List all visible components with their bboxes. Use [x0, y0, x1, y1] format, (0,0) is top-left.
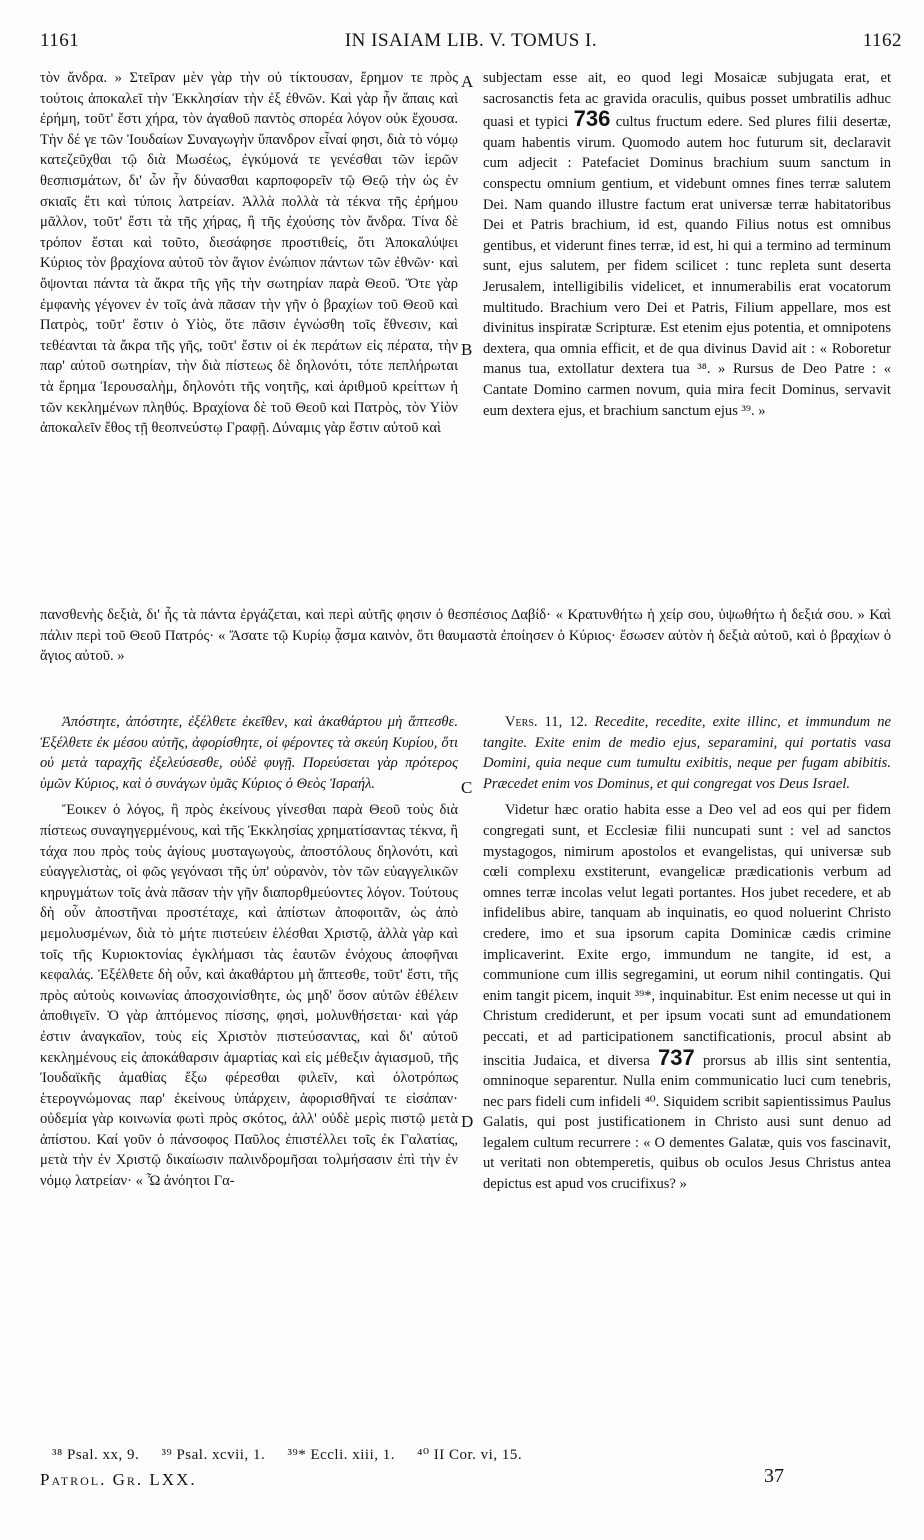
column-marker-b: B: [461, 340, 473, 359]
latin-column-bottom: [483, 712, 891, 1195]
running-title: IN ISAIAM LIB. V. TOMUS I.: [344, 30, 598, 51]
verse-label: Vers. 11, 12.: [505, 714, 588, 730]
latin-commentary: [483, 800, 891, 1194]
greek-paragraph-top: τὸν ἄνδρα. » Στεῖραν μὲν γὰρ τὴν οὐ τίκτουσαν, ἔρημον τε πρὸς τούτοις ἀποκαλεῖ τὴν Ἐκκλησίαν τὴν ἐξ ἐθνῶν. Καὶ γὰρ ἦν ἅπαις καὶ ἐρήμη, τοῦτ' ἔστι χήρα, τὸν ἀγαθοῦ παντὸς σπορέα λόγον οὐκ ἔχουσα. Τὴν δέ γε τῶν Ἰουδαίων Συναγωγὴν ὕπανδρον εἶναί φησι, διὰ τὸ νόμῳ κατεζεῦχθαι τῷ διὰ Μωσέως, ἐγκύμονά τε γενέσθαι τῶν ἱερῶν θεσπισμάτων, δι' ὧν ἦν δύνασθαι καρποφορεῖν τῷ Θεῷ τὴν ὡς ἐν σκιαῖς ἔτι καὶ τύποις λατρείαν. Ἀλλὰ πολλὰ τὰ τέκνα τῆς ἐρήμου μᾶλλον, τοῦτ' ἔστι τὰ τῆς χήρας, ἢ τῆς ἐχούσης τὸν ἄνδρα. Τίνα δὲ τρόπον ἔσται καὶ τοῦτο, διεσάφησε προστιθείς, ὅτι Ἀποκαλύψει Κύριος τὸν βραχίονα αὐτοῦ τὸν ἅγιον ἐνώπιον πάντων τῶν ἐθνῶν· καὶ ὄψονται πάντα τὰ ἄκρα τῆς γῆς τὴν σωτηρίαν παρὰ Θεοῦ. Ὅτε γὰρ ἐμφανὴς γέγονεν ἐν τοῖς ἀνὰ πᾶσαν τὴν γῆν ὁ βραχίων τοῦ Θεοῦ καὶ Πατρὸς, τοῦτ' ἔστιν ὁ Υἱὸς, ὅτε πᾶσιν ἐγνώσθη τοῖς ἔθνεσιν, καὶ τεθέανται τὰ ἄκρα τῆς γῆς, τοῦτ' ἔστιν οἱ ἐκ περάτων εἰς πέρατα, τὴν παρ' αὐτοῦ σωτηρίαν, τὴν διὰ πίστεως δὲ δηλονότι, τότε πεπλήρωται τὰ ἔρημα Ἱερουσαλὴμ, δηλονότι τῆς νοητῆς, καὶ ἀριθμοῦ κρείττων ἡ τῶν κεκλημένων πληθύς. Βραχίονα δὲ τοῦ Θεοῦ καὶ Πατρὸς, τὸν Υἱὸν ἀποκαλεῖν ἔθος τῇ θεοπνεύστῳ Γραφῇ. Δύναμις γὰρ ἔστιν αὐτοῦ καὶ: [40, 70, 458, 437]
page-number-right: 1162: [862, 30, 902, 51]
column-marker-d: D: [461, 1112, 474, 1131]
footnotes: [52, 1445, 540, 1464]
greek-column-top: [40, 68, 458, 439]
footnote: ³⁸ Psal. xx, 9.: [52, 1447, 140, 1463]
latin-column-top: [483, 68, 891, 421]
latin-paragraph-top: [483, 68, 891, 421]
footnote: ³⁹* Eccli. xiii, 1.: [287, 1447, 396, 1463]
latin-commentary-b: prorsus ab illis sint sententia, omninoque separentur. Nulla enim communicatio luci cum tenebris, nec pars fideli cum infideli ⁴⁰. Siquidem scribit sapientissimus Paulus Galatis, qui post justificationem in Christo ausi sunt denuo ad legalem cultum recurrere : « O dementes Galatæ, quis vos fascinavit, ut veritati non obtemperetis, quibus ob oculos Jesus Christus antea depictus est apud vos crucifixus? »: [483, 1052, 891, 1193]
latin-text-top-b: cultus fructum edere. Sed plures filii desertæ, quam habentis virum. Quomodo autem hoc futurum sit, declaravit cum adjecit : Patefaciet Dominus brachium suum sanctum in conspectu omnium gentium, et videbunt omnes fines terræ salutem Dei. Nam quando illustre factum erat universæ terræ habitatoribus Dei et Patris brachium, id est, quando Filius notus est omnibus gentibus, et viderunt fines terræ, id est, hi qui a termino ad terminum sunt, ejus salutem, per fidem scilicet : tunc repleta sunt deserta Jerusalem, intelligibilis videlicet, et innumerabilis erat vocatorum multitudo. Brachium vero Dei et Patris, Filium appellare, mos est divinitus inspiratæ Scripturæ. Est etenim ejus potentia, et omnipotens dextera, qua omnia efficit, et de qua divinus David ait : « Roboretur manus tua, extollatur dextera tua ³⁸. » Rursus de Deo Patre : « Cantate Domino carmen novum, quia mira fecit Dominus, servavit eum dextera ejus, et brachium sanctum ejus ³⁹. »: [483, 114, 891, 419]
edition-page-number-736: 736: [573, 106, 611, 132]
column-marker-a: A: [461, 72, 474, 91]
page-number-left: 1161: [40, 30, 80, 51]
latin-lemma-text: Recedite, recedite, exite illinc, et immundum ne tangite. Exite enim de medio ejus, separamini, qui portatis vasa Domini, quia neque cum tumultu exibitis, neque per fugam abibitis. Præcedet enim vos Dominus, et qui congregat vos Deus Israel.: [483, 714, 891, 792]
latin-lemma: [483, 712, 891, 794]
signature-number: 37: [764, 1465, 784, 1487]
latin-commentary-a: Videtur hæc oratio habita esse a Deo vel ad eos qui per fidem congregati sunt, et Ecclesiæ filii nuncupati sunt : vel ad sanctos mystagogos, nimirum apostolos et evangelistas, qui universæ sub cœli complexu exstiterunt, evangelicæ prædicationis verbum ad omnes terræ incolas velut legati portantes. Hos jubet recedere, et ab infidelibus abire, tanquam ab inquinatis, eo quod noluerint Christo credere, imo et sua ipsorum capita Dominicæ cædis crimine implicaverint. Exite ergo, immundum ne tangite, id est, a communione cum illis segregamini, ut eorum nihil contingatis. Qui enim tangit picem, inquit ³⁹*, inquinabitur. Est enim necesse ut qui in Christum crediderunt, et per ipsum vocati sunt ad emundationem peccati, et ad participationem sanctificationis, procul absint ab inscitia Judaica, et diversa: [483, 802, 891, 1069]
greek-lemma: Ἀπόστητε, ἀπόστητε, ἐξέλθετε ἐκεῖθεν, καὶ ἀκαθάρτου μὴ ἅπτεσθε. Ἐξέλθετε ἐκ μέσου αὐτῆς, ἀφορίσθητε, οἱ φέροντες τὰ σκεύη Κυρίου, ὅτι οὐ μετὰ ταραχῆς ἐξελεύσεσθε, οὐδὲ φυγῇ. Πορεύσεται γὰρ πρότερος ὑμῶν Κύριος, καὶ ὁ συνάγων ὑμᾶς Κύριος ὁ Θεὸς Ἰσραήλ.: [40, 714, 458, 792]
greek-wide-text: πανσθενὴς δεξιὰ, δι' ἧς τὰ πάντα ἐργάζεται, καὶ περὶ αὐτῆς φησιν ὁ θεσπέσιος Δαβίδ· « Κρατυνθήτω ἡ χείρ σου, ὑψωθήτω ἡ δεξιά σου. » Καὶ πάλιν περὶ τοῦ Θεοῦ Πατρός· « Ἄσατε τῷ Κυρίῳ ᾆσμα καινὸν, ὅτι θαυμαστὰ ἐποίησεν ὁ Κύριος· ἔσωσεν αὐτὸν ἡ δεξιὰ αὐτοῦ, καὶ ὁ βραχίων ὁ ἅγιος αὐτοῦ. »: [40, 607, 891, 665]
footnote: ⁴⁰ II Cor. vi, 15.: [417, 1447, 523, 1463]
volume-signature: Patrol. Gr. LXX.: [40, 1470, 197, 1489]
edition-page-number-737: 737: [658, 1044, 695, 1070]
footnote: ³⁹ Psal. xcvii, 1.: [161, 1447, 266, 1463]
greek-commentary: Ἔοικεν ὁ λόγος, ἢ πρὸς ἐκείνους γίνεσθαι παρὰ Θεοῦ τοὺς διὰ πίστεως συναγηγερμένους, καὶ τῆς Ἐκκλησίας χρηματίσαντας τέκνα, ἢ τάχα που πρὸς τοὺς ἁγίους μυσταγωγοὺς, ἀποστόλους δηλονότι, καὶ εὐαγγελιστὰς, οἱ φῶς γεγόνασι τῆς ὑπ' οὐρανὸν, τὸν τῶν εὐαγγελικῶν κηρυγμάτων τοῖς ἀνὰ πᾶσαν τὴν γῆν διαπορθμεύοντες λόγον. Τούτους δὴ οὖν ἀποστῆναι προστέταχε, καὶ ἀπίστων ἀποφοιτᾶν, ὡς ἀπὸ μεμολυσμένων, διὰ τὸ μήτε πιστεύειν ἑλέσθαι Χριστῷ, ἀλλὰ γὰρ καὶ τοῖς τῆς Κυριοκτονίας ἐγκλήμασι τὰς ἑαυτῶν ἐνόχους ἀποφῆναι κεφαλάς. Ἐξέλθετε δὴ οὖν, καὶ ἀκαθάρτου μὴ ἅπτεσθε, τοῦτ' ἔστι, τῆς πρὸς αὐτοὺς κοινωνίας ἀποσχοινίσθητε, ὡς μηδ' ὅσον αὐτῶν ἐθέλειν ἀποθιγεῖν. Ὁ γὰρ ἁπτόμενος πίσσης, φησὶ, μολυνθήσεται· καὶ γάρ ἐστιν ἀναγκαῖον, τοὺς εἰς Χριστὸν πιστεύσαντας, καὶ δι' αὐτοῦ κεκλημένους εἰς ἀποκάθαρσιν ἁμαρτίας καὶ εἰς μέθεξιν ἁγιασμοῦ, τῆς Ἰουδαϊκῆς ἀμαθίας ἔξω φέρεσθαι φιλεῖν, καὶ ὁλοτρόπως ἑτερογνώμονας παρ' ἐκείνους ὑπάρχειν, ἀφορισθῆναί τε εἰσάπαν· οὐδεμία γὰρ κοινωνία φωτὶ πρὸς σκότος, ἀλλ' οὐδὲ μερὶς πιστῷ μετὰ ἀπίστου. Καί γοῦν ὁ πάνσοφος Παῦλος ἐπιστέλλει τοῖς ἐκ Γαλατίας, μετὰ τὴν ἐν Χριστῷ δικαίωσιν παλινδρομῆσαι τολμήσασιν ἐπὶ τὴν ἐν νόμῳ λατρείαν· « Ὦ ἀνόητοι Γα-: [40, 802, 458, 1190]
latin-text-top-a: subjectam esse ait, eo quod legi Mosaicæ subjugata erat, et sacrosanctis feta ac gravida oraculis, quibus posset umbratilis adhuc quasi et typici: [483, 70, 891, 131]
greek-wide-paragraph: [40, 605, 891, 667]
running-head: [40, 30, 902, 54]
column-marker-c: C: [461, 778, 473, 797]
greek-column-bottom: [40, 712, 458, 1192]
